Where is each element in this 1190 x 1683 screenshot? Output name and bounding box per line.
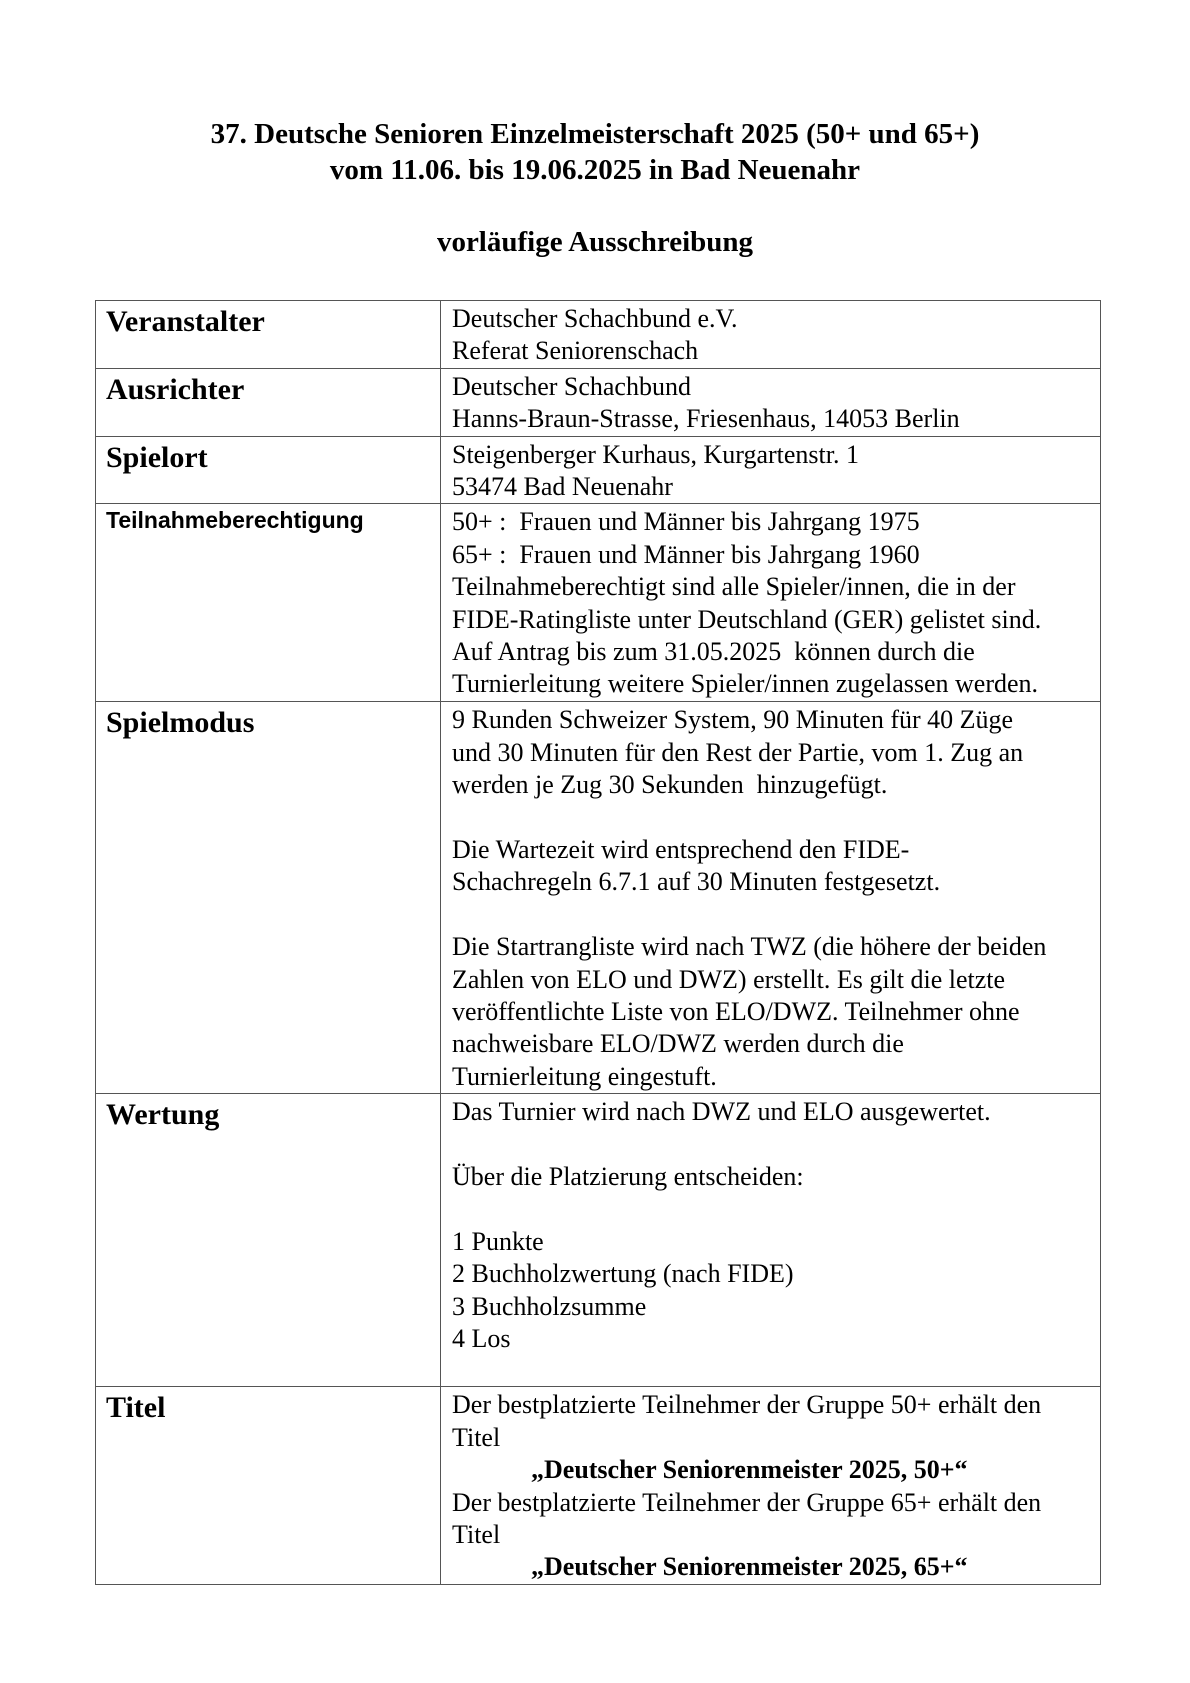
value-titel [441,1387,1101,1585]
criteria-item: 4 Los [452,1324,511,1354]
label-teilnahmeberechtigung: Teilnahmeberechtigung [96,504,441,702]
paragraph-gap [452,802,1092,834]
text-line: Das Turnier wird nach DWZ und ELO ausgewertet. [452,1097,991,1127]
row-titel [96,1387,1101,1585]
text-line: Hanns-Braun-Strasse, Friesenhaus, 14053 Berlin [452,404,960,434]
text-line: Steigenberger Kurhaus, Kurgartenstr. 1 [452,439,859,469]
text-line: und 30 Minuten für den Rest der Partie, vom 1. Zug an [452,737,1024,767]
text-line: Schachregeln 6.7.1 auf 30 Minuten festgesetzt. [452,867,941,897]
paragraph-gap [452,1129,1092,1161]
paragraph-gap [452,899,1092,931]
text-line: nachweisbare ELO/DWZ werden durch die [452,1029,904,1059]
text-line: Turnierleitung eingestuft. [452,1061,717,1091]
value-wertung [441,1094,1101,1387]
text-line: veröffentlichte Liste von ELO/DWZ. Teilnehmer ohne [452,997,1020,1027]
value-teilnahmeberechtigung [441,504,1101,702]
text-line: werden je Zug 30 Sekunden hinzugefügt. [452,770,888,800]
criteria-item: 1 Punkte [452,1226,544,1256]
text-line: Über die Platzierung entscheiden: [452,1162,804,1192]
document-title-line2: vom 11.06. bis 19.06.2025 in Bad Neuenahr [329,154,861,186]
label-wertung: Wertung [96,1094,441,1387]
row-teilnahmeberechtigung [96,504,1101,702]
row-spielmodus [96,702,1101,1094]
text-line: Auf Antrag bis zum 31.05.2025 können durch die [452,637,975,667]
paragraph-gap [452,1193,1092,1225]
champion-title-65: „Deutscher Seniorenmeister 2025, 65+“ [531,1552,968,1582]
document-title-line1: 37. Deutsche Senioren Einzelmeisterschaft 2025 (50+ und 65+) [210,118,980,150]
text-line: Deutscher Schachbund e.V. [452,304,738,333]
text-line: 9 Runden Schweizer System, 90 Minuten für 40 Züge [452,705,1014,735]
champion-title-50: „Deutscher Seniorenmeister 2025, 50+“ [531,1455,968,1485]
criteria-item: 2 Buchholzwertung (nach FIDE) [452,1259,794,1289]
text-line: Der bestplatzierte Teilnehmer der Gruppe 50+ erhält den [452,1390,1042,1420]
row-veranstalter [96,301,1101,369]
text-line: Turnierleitung weitere Spieler/innen zugelassen werden. [452,669,1039,699]
label-titel: Titel [96,1387,441,1585]
label-spielort: Spielort [96,436,441,504]
document-subtitle: vorläufige Ausschreibung [436,226,754,258]
label-ausrichter: Ausrichter [96,368,441,436]
tender-table [95,300,1101,1585]
text-line: 65+ : Frauen und Männer bis Jahrgang 1960 [452,539,920,569]
text-line: FIDE-Ratingliste unter Deutschland (GER) gelistet sind. [452,604,1042,634]
text-line: Deutscher Schachbund [452,371,691,401]
text-line: Zahlen von ELO und DWZ) erstellt. Es gilt die letzte [452,964,1006,994]
text-line: Der bestplatzierte Teilnehmer der Gruppe 65+ erhält den [452,1487,1042,1517]
text-line: Titel [452,1422,501,1452]
value-veranstalter [441,301,1101,369]
label-spielmodus: Spielmodus [96,702,441,1094]
text-line: Referat Seniorenschach [452,336,699,366]
label-veranstalter: Veranstalter [96,301,441,369]
row-ausrichter [96,368,1101,436]
text-line: 50+ : Frauen und Männer bis Jahrgang 1975 [452,507,920,537]
text-line: Die Wartezeit wird entsprechend den FIDE- [452,835,910,865]
row-spielort [96,436,1101,504]
text-line: 53474 Bad Neuenahr [452,472,673,502]
value-spielmodus [441,702,1101,1094]
value-spielort [441,436,1101,504]
row-wertung [96,1094,1101,1387]
text-line: Die Startrangliste wird nach TWZ (die höhere der beiden [452,932,1047,962]
value-ausrichter [441,368,1101,436]
text-line: Titel [452,1519,501,1549]
criteria-item: 3 Buchholzsumme [452,1291,647,1321]
text-line: Teilnahmeberechtigt sind alle Spieler/innen, die in der [452,572,1016,602]
